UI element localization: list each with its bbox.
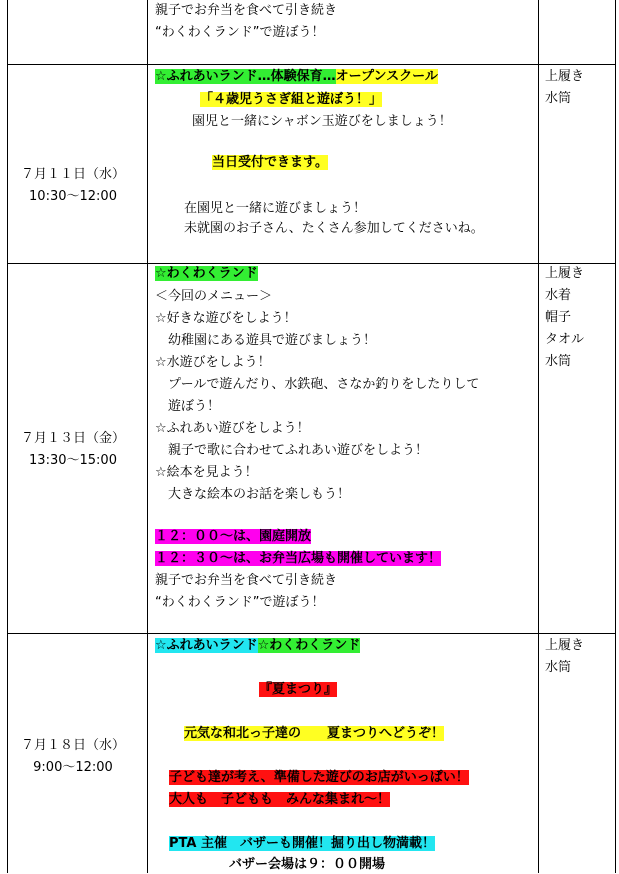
- row-2-date: ７月１３日（金）: [20, 431, 125, 446]
- row-1-line-2: 在園児と一緒に遊びましょう！: [184, 201, 367, 216]
- row-2-item-4: タオル: [545, 332, 585, 347]
- row-1-heading: [155, 68, 438, 86]
- table-right-border: [615, 0, 616, 873]
- row-3-item-1: 上履き: [545, 638, 585, 653]
- row-2-menu-line: ☆ふれあい遊びをしよう！: [155, 421, 310, 436]
- row-2-item-5: 水筒: [545, 354, 572, 369]
- row-1-heading-open-school: オープンスクール: [335, 69, 438, 84]
- row-2-notice-1: １２：００～は、園庭開放: [155, 529, 312, 544]
- row-1-item-1: 上履き: [545, 69, 585, 84]
- row-1-date: ７月１１日（水）: [20, 167, 125, 182]
- row-3-heading: [155, 637, 360, 655]
- row-2-time: 13:30～15:00: [29, 453, 117, 468]
- row-2-notice-2: １２：３０～は、お弁当広場も開催しています！: [155, 551, 442, 566]
- row-0-line-2: “わくわくランド”で遊ぼう！: [155, 25, 325, 40]
- row-2-menu-line: ☆好きな遊びをしよう！: [155, 311, 297, 326]
- table-items-column-divider: [538, 0, 539, 873]
- row-1-line-3: 未就園のお子さん、たくさん参加してくださいね。: [184, 221, 484, 236]
- row-divider-3: [7, 633, 616, 634]
- row-3-time: 9:00～12:00: [33, 760, 113, 775]
- row-3-title: 『夏まつり』: [259, 682, 338, 697]
- row-2-item-3: 帽子: [545, 310, 572, 325]
- row-3-item-2: 水筒: [545, 660, 572, 675]
- row-3-bazaar-time: バザー会場は９：００開場: [229, 857, 386, 872]
- row-1-subtitle: 「４歳児うさぎ組と遊ぼう！」: [200, 92, 383, 107]
- row-2-item-1: 上履き: [545, 266, 585, 281]
- row-0-line-1: 親子でお弁当を食べて引き続き: [155, 3, 338, 18]
- table-date-column-divider: [147, 0, 148, 873]
- row-2-menu-line: 大きな絵本のお話を楽しもう！: [155, 487, 351, 502]
- row-2-closing-2: “わくわくランド”で遊ぼう！: [155, 595, 325, 610]
- row-divider-2: [7, 263, 616, 264]
- row-2-menu-line: ☆水遊びをしよう！: [155, 355, 271, 370]
- row-2-menu-line: 幼稚園にある遊具で遊びましょう！: [155, 333, 377, 348]
- row-2-menu-title: ＜今回のメニュー＞: [155, 289, 273, 304]
- row-divider-1: [7, 64, 616, 65]
- row-1-line-1: 園児と一緒にシャボン玉遊びをしましょう！: [192, 114, 452, 129]
- row-2-menu-line: 親子で歌に合わせてふれあい遊びをしよう！: [155, 443, 429, 458]
- row-3-welcome: 元気な和北っ子達の 夏まつりへどうぞ！: [184, 726, 445, 741]
- row-1-item-2: 水筒: [545, 91, 572, 106]
- row-2-item-2: 水着: [545, 288, 572, 303]
- row-2-closing-1: 親子でお弁当を食べて引き続き: [155, 573, 338, 588]
- row-3-date: ７月１８日（水）: [20, 738, 125, 753]
- row-1-time: 10:30～12:00: [29, 189, 117, 204]
- row-3-pta: PTA 主催 バザーも開催！掘り出し物満載！: [169, 836, 435, 851]
- row-3-heading-wakuwaku: ☆わくわくランド: [257, 638, 361, 653]
- row-2-menu-line: プールで遊んだり、水鉄砲、さなか釣りをしたりして: [155, 377, 480, 392]
- row-2-menu-line: 遊ぼう！: [155, 399, 221, 414]
- row-3-red-line-2: 大人も 子どもも みんな集まれ～！: [169, 792, 391, 807]
- row-2-heading: ☆わくわくランド: [155, 266, 258, 281]
- row-1-heading-fureai: ☆ふれあいランド…体験保育…: [155, 69, 336, 84]
- row-2-menu-line: ☆絵本を見よう！: [155, 465, 258, 480]
- row-3-red-line-1: 子ども達が考え、準備した遊びのお店がいっぱい！: [169, 770, 469, 785]
- row-1-notice: 当日受付できます。: [212, 155, 328, 170]
- row-3-heading-fureai: ☆ふれあいランド: [155, 638, 258, 653]
